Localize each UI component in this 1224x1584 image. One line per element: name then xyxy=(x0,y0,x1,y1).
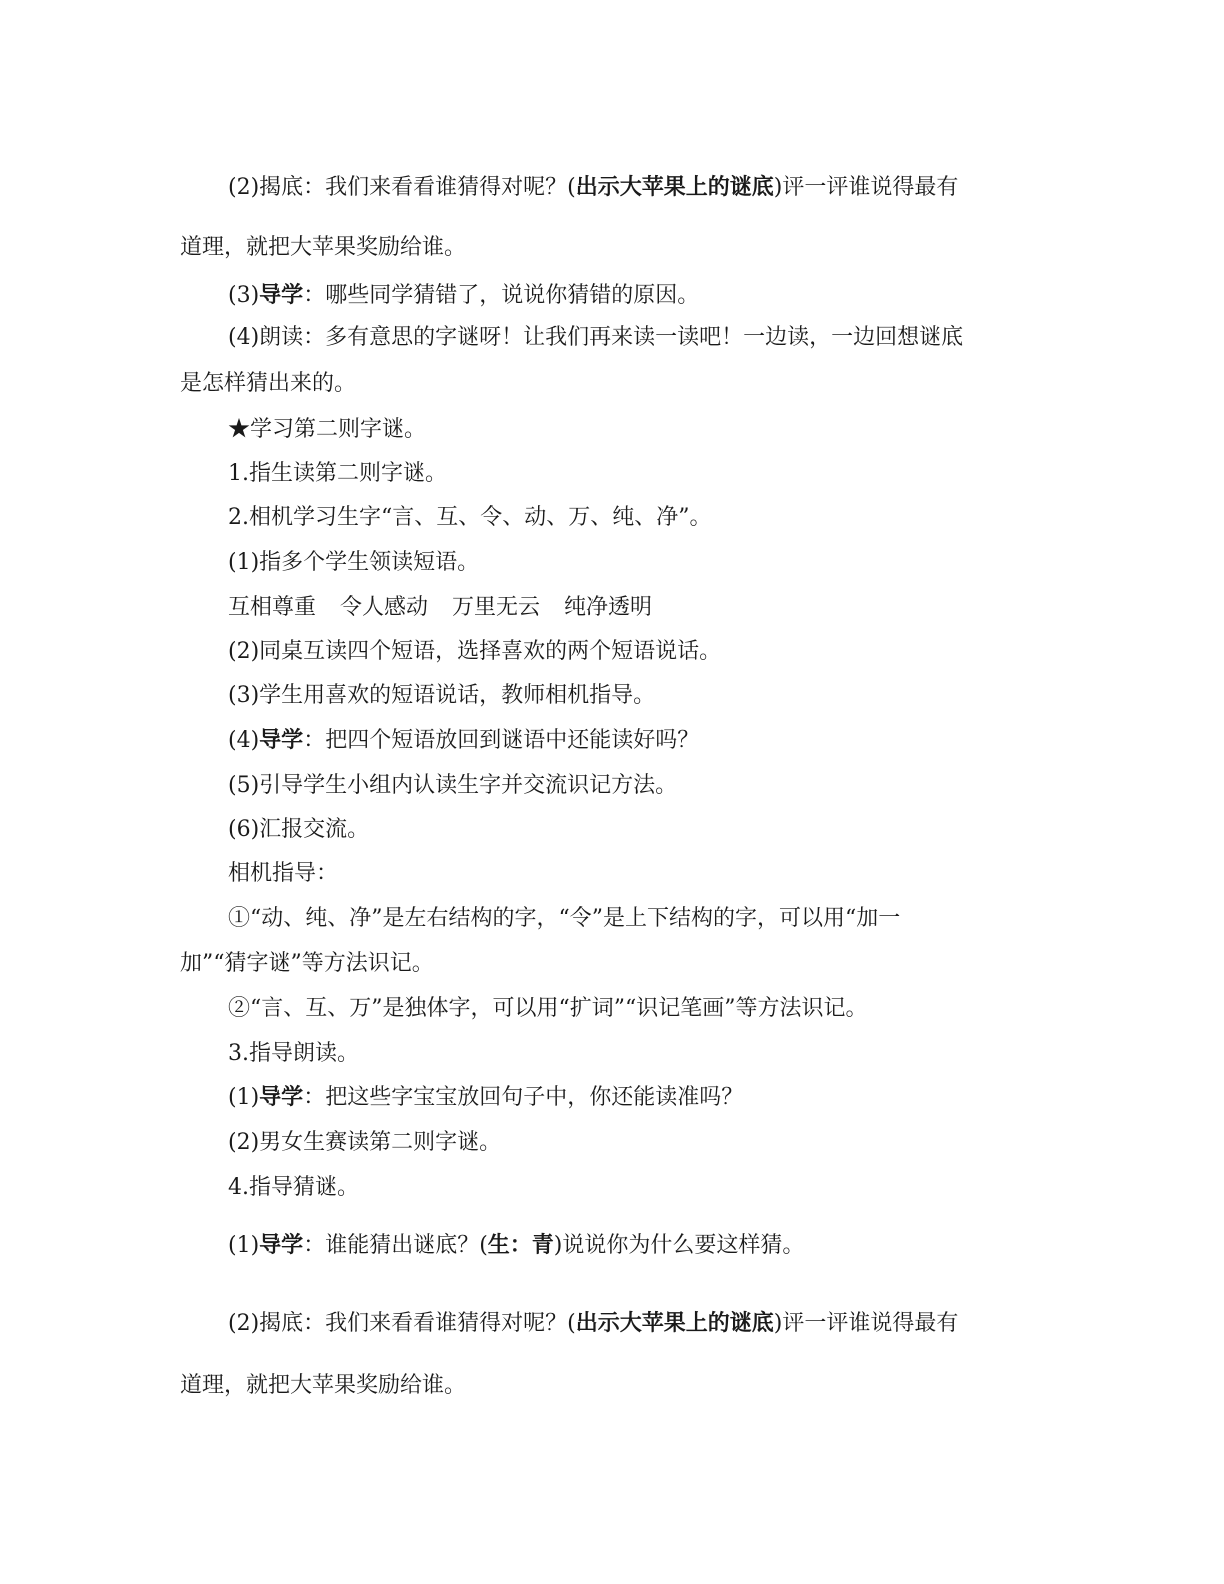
phrase: 万里无云 xyxy=(452,595,541,620)
bold-text: 导学 xyxy=(259,283,304,308)
bold-text: 导学 xyxy=(259,728,304,753)
text: ：把四个短语放回到谜语中还能读好吗？ xyxy=(303,728,700,753)
phrase: 互相尊重 xyxy=(228,595,317,620)
substep-guess-1 xyxy=(228,1228,804,1259)
step-2: 2.相机学习生字“言、互、令、动、万、纯、净”。 xyxy=(228,505,712,530)
phrase: 令人感动 xyxy=(340,595,429,620)
substep-1: (1)指多个学生领读短语。 xyxy=(228,550,480,575)
text: ：把这些字宝宝放回句子中，你还能读准吗？ xyxy=(303,1085,744,1110)
text: ：谁能猜出谜底？( xyxy=(303,1233,488,1258)
step-1: 1.指生读第二则字谜。 xyxy=(228,461,447,486)
paragraph-guide-3 xyxy=(228,278,699,309)
substep-4 xyxy=(228,723,699,754)
step-4: 4.指导猜谜。 xyxy=(228,1175,359,1200)
bold-text: 生：青 xyxy=(487,1233,554,1258)
bold-text: 出示大苹果上的谜底 xyxy=(575,175,774,200)
bold-text: 导学 xyxy=(259,1233,304,1258)
text: )说说你为什么要这样猜。 xyxy=(553,1233,805,1258)
text: ：哪些同学猜错了，说说你猜错的原因。 xyxy=(303,283,700,308)
text: (3) xyxy=(228,283,260,308)
text: (2)揭底：我们来看看谁猜得对呢？( xyxy=(228,175,576,200)
substep-2: (2)同桌互读四个短语，选择喜欢的两个短语说话。 xyxy=(228,639,722,664)
guidance-point-1: ①“动、纯、净”是左右结构的字，“令”是上下结构的字，可以用“加一 xyxy=(228,906,901,931)
guidance-point-2: ②“言、互、万”是独体字，可以用“扩词”“识记笔画”等方法识记。 xyxy=(228,996,868,1021)
paragraph-reveal-1 xyxy=(228,170,958,201)
bold-text: 导学 xyxy=(259,1085,304,1110)
paragraph-reveal-1-cont: 道理，就把大苹果奖励给谁。 xyxy=(180,235,467,260)
text: )评一评谁说得最有 xyxy=(773,1311,959,1336)
paragraph-reveal-2-cont: 道理，就把大苹果奖励给谁。 xyxy=(180,1373,467,1398)
bold-text: 出示大苹果上的谜底 xyxy=(575,1311,774,1336)
substep-5: (5)引导学生小组内认读生字并交流识记方法。 xyxy=(228,773,678,798)
text: (1) xyxy=(228,1233,260,1258)
guidance-label: 相机指导： xyxy=(228,861,339,886)
substep-3: (3)学生用喜欢的短语说话，教师相机指导。 xyxy=(228,683,656,708)
paragraph-reveal-2 xyxy=(228,1306,958,1337)
text: (4) xyxy=(228,728,260,753)
phrase: 纯净透明 xyxy=(564,595,653,620)
substep-6: (6)汇报交流。 xyxy=(228,817,370,842)
text: (1) xyxy=(228,1085,260,1110)
substep-guide-1 xyxy=(228,1080,743,1111)
section-heading: ★学习第二则字谜。 xyxy=(228,417,427,442)
phrase-list xyxy=(228,590,676,621)
paragraph-reading-4-cont: 是怎样猜出来的。 xyxy=(180,371,357,396)
substep-read-2: (2)男女生赛读第二则字谜。 xyxy=(228,1130,502,1155)
text: (2)揭底：我们来看看谁猜得对呢？( xyxy=(228,1311,576,1336)
text: )评一评谁说得最有 xyxy=(773,175,959,200)
guidance-point-1-cont: 加”“猜字谜”等方法识记。 xyxy=(180,951,434,976)
step-3: 3.指导朗读。 xyxy=(228,1041,359,1066)
paragraph-reading-4: (4)朗读：多有意思的字谜呀！让我们再来读一读吧！一边读，一边回想谜底 xyxy=(228,325,964,350)
